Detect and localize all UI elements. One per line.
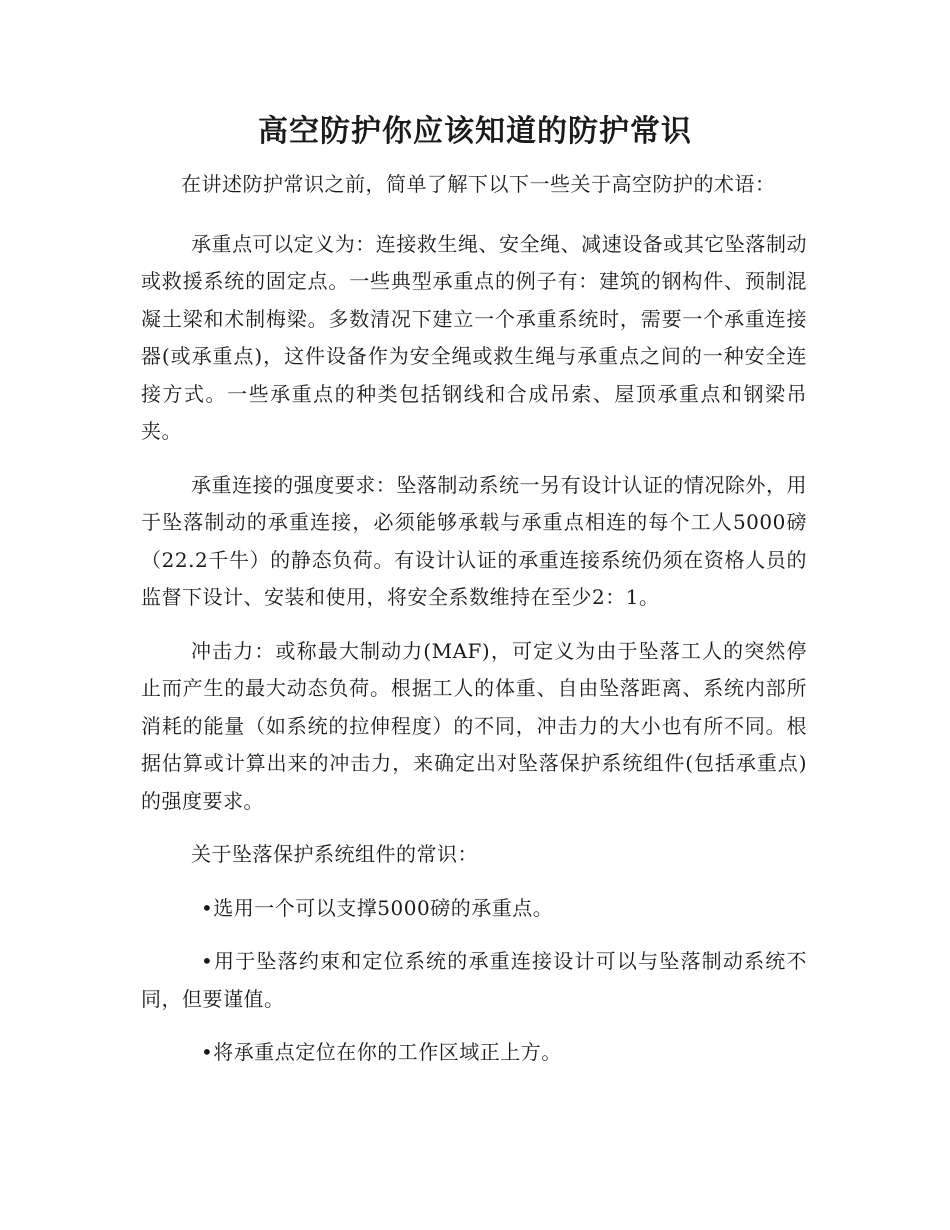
strength-requirement-paragraph: 承重连接的强度要求：坠落制动系统一另有设计认证的情况除外，用于坠落制动的承重连接，必须能够承载与承重点相连的每个工人5000磅（22.2千牛）的静态负荷。有设计认证的承重连接系统仍须在资格人员的监督下设计、安装和使用，将安全系数维持在至少2：1。 [141, 472, 807, 609]
document-body [141, 166, 807, 1088]
impact-force-paragraph: 冲击力：或称最大制动力(MAF)，可定义为由于坠落工人的突然停止而产生的最大动态负荷。根据工人的体重、自由坠落距离、系统内部所消耗的能量（如系统的拉伸程度）的不同，冲击力的大小也有所不同。根据估算或计算出来的冲击力，来确定出对坠落保护系统组件(包括承重点)的强度要求。 [141, 638, 807, 813]
intro-paragraph: 在讲述防护常识之前，简单了解下以下一些关于高空防护的术语： [181, 172, 776, 196]
document-title: 高空防护你应该知道的防护常识 [258, 114, 692, 149]
anchor-definition-paragraph: 承重点可以定义为：连接救生绳、安全绳、减速设备或其它坠落制动或救援系统的固定点。一些典型承重点的例子有：建筑的钢构件、预制混凝土梁和术制梅梁。多数清况下建立一个承重系统时，需要一个承重连接器(或承重点)，这件设备作为安全绳或救生绳与承重点之间的一种安全连接方式。一些承重点的种类包括钢线和合成吊索、屋顶承重点和钢梁吊夹。 [141, 231, 807, 443]
bullet-item: •用于坠落约束和定位系统的承重连接设计可以与坠落制动系统不同，但要谨值。 [141, 949, 807, 1011]
components-heading-paragraph: 关于坠落保护系统组件的常识： [191, 842, 478, 866]
bullet-item: •将承重点定位在你的工作区域正上方。 [201, 1040, 562, 1064]
bullet-item: •选用一个可以支撑5000磅的承重点。 [201, 895, 554, 920]
